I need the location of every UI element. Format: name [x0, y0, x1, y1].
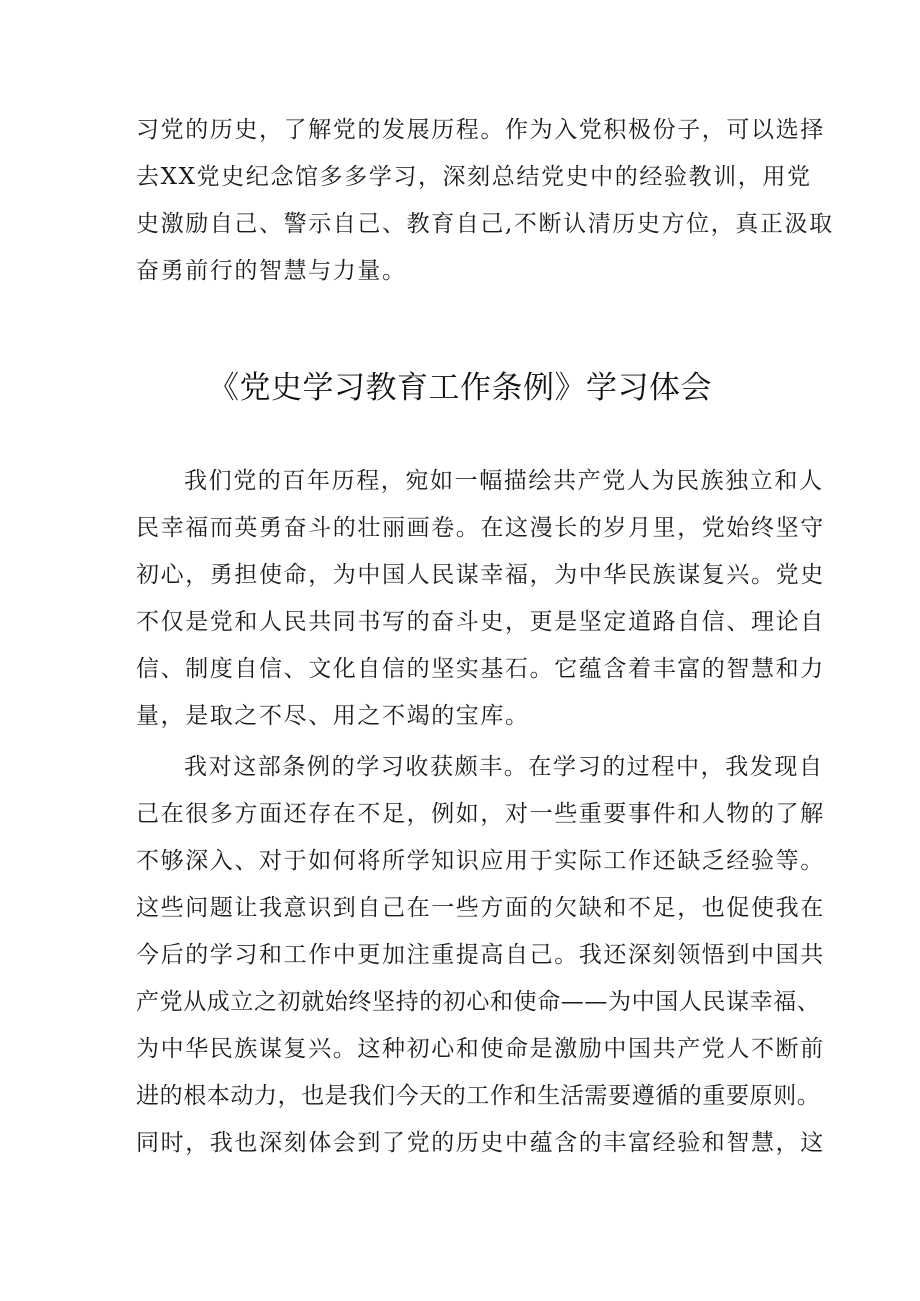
- text-line: 信、制度自信、文化自信的坚实基石。它蕴含着丰富的智慧和力: [136, 656, 825, 682]
- paragraph-2: [136, 744, 825, 1167]
- text-line: 进的根本动力，也是我们今天的工作和生活需要遵循的重要原则。: [136, 1083, 821, 1109]
- text-line: 史激励自己、警示自己、教育自己,不断认清历史方位，真正汲取: [136, 211, 834, 237]
- text-line: 去XX党史纪念馆多多学习，深刻总结党史中的经验教训，用党: [136, 164, 812, 190]
- document-title: 《党史学习教育工作条例》学习体会: [208, 370, 712, 406]
- text-line: 这些问题让我意识到自己在一些方面的欠缺和不足，也促使我在: [136, 895, 825, 921]
- text-line: 同时，我也深刻体会到了党的历史中蕴含的丰富经验和智慧，这: [136, 1130, 825, 1156]
- text-line: 为中华民族谋复兴。这种初心和使命是激励中国共产党人不断前: [136, 1036, 825, 1062]
- text-line: 习党的历史，了解党的发展历程。作为入党积极份子，可以选择: [136, 117, 825, 143]
- text-line: 民幸福而英勇奋斗的壮丽画卷。在这漫长的岁月里，党始终坚守: [136, 515, 825, 541]
- text-line: 己在很多方面还存在不足，例如，对一些重要事件和人物的了解: [136, 801, 825, 827]
- text-line: 我对这部条例的学习收获颇丰。在学习的过程中，我发现自: [184, 754, 824, 780]
- text-line: 不够深入、对于如何将所学知识应用于实际工作还缺乏经验等。: [136, 848, 825, 874]
- text-line: 初心，勇担使命，为中国人民谋幸福，为中华民族谋复兴。党史: [136, 562, 825, 588]
- paragraph-1: [136, 458, 825, 740]
- intro-paragraph: [136, 107, 834, 295]
- text-line: 产党从成立之初就始终坚持的初心和使命——为中国人民谋幸福、: [136, 989, 821, 1015]
- text-line: 今后的学习和工作中更加注重提高自己。我还深刻领悟到中国共: [136, 942, 825, 968]
- text-line: 我们党的百年历程，宛如一幅描绘共产党人为民族独立和人: [184, 468, 824, 494]
- text-line: 奋勇前行的智慧与力量。: [136, 258, 407, 284]
- text-line: 量，是取之不尽、用之不竭的宝库。: [136, 703, 530, 729]
- text-line: 不仅是党和人民共同书写的奋斗史，更是坚定道路自信、理论自: [136, 609, 825, 635]
